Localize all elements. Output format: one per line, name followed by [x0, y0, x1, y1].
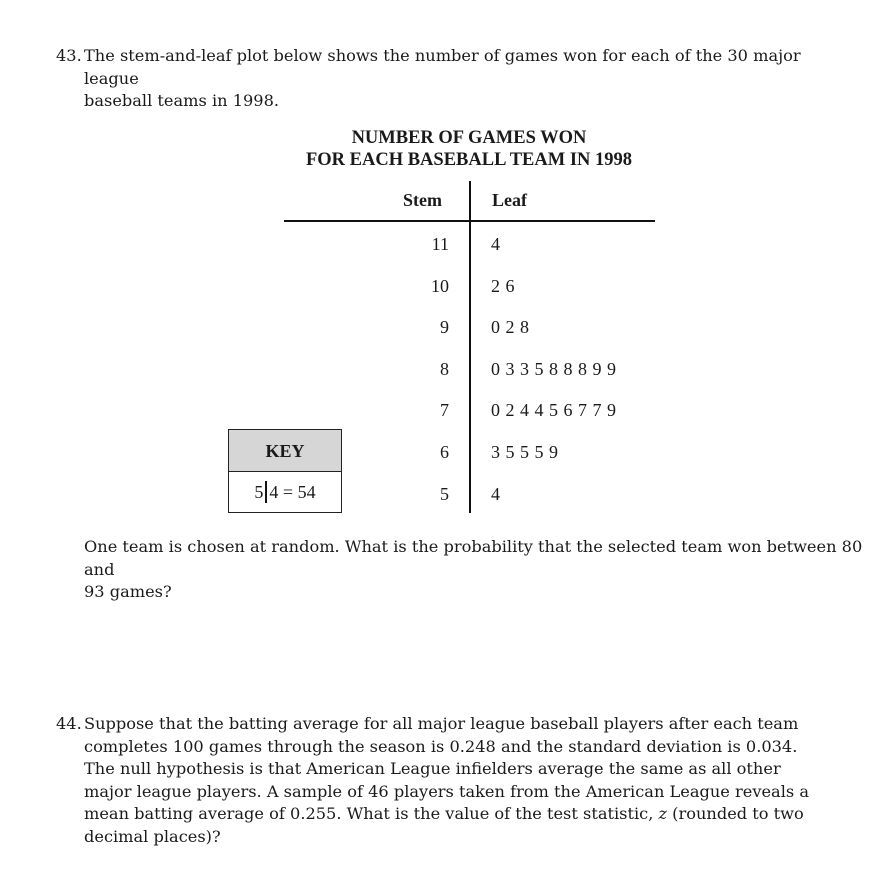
leaf-values: 3 5 5 5 9: [491, 442, 559, 462]
question-line: completes 100 games through the season is 0.248 and the standard deviation is 0.034.: [84, 736, 798, 756]
plot-row: [0, 482, 876, 506]
stem-value: 7: [440, 400, 449, 420]
stem-value: 10: [431, 276, 449, 296]
question-44: [56, 713, 856, 848]
leaf-values: 4: [491, 234, 501, 254]
stem-value: 9: [440, 317, 449, 337]
question-line: One team is chosen at random. What is the probability that the selected team won between 80 and: [84, 537, 863, 579]
plot-row: [0, 315, 876, 339]
plot-row: [0, 357, 876, 381]
leaf-values: 0 2 4 4 5 6 7 7 9: [491, 400, 617, 420]
question-line: baseball teams in 1998.: [84, 91, 280, 110]
stem-value: 6: [440, 442, 449, 462]
question-number: 43.: [56, 46, 82, 65]
plot-row: [0, 232, 876, 256]
question-line: Suppose that the batting average for all major league baseball players after each team: [84, 714, 799, 733]
key-divider: [265, 481, 267, 503]
stem-value: 11: [431, 234, 449, 254]
plot-row: [0, 440, 876, 464]
question-number: 44.: [56, 714, 82, 733]
leaf-values: 0 3 3 5 8 8 8 9 9: [491, 359, 617, 379]
plot-title-line-1: NUMBER OF GAMES WON: [351, 128, 587, 148]
leaf-values: 2 6: [491, 276, 515, 296]
key-leaf-expression: 4 = 54: [269, 482, 316, 502]
plot-title-line-2: FOR EACH BASEBALL TEAM IN 1998: [305, 150, 633, 170]
stem-value: 5: [440, 484, 449, 504]
stem-value: 8: [440, 359, 449, 379]
plot-key: [228, 429, 342, 513]
leaf-values: 4: [491, 484, 501, 504]
question-line: major league players. A sample of 46 players taken from the American League reveals a: [84, 781, 809, 801]
plot-row: [0, 398, 876, 422]
question-text-part: mean batting average of 0.255. What is the value of the test statistic,: [84, 804, 659, 823]
question-line: The null hypothesis is that American League infielders average the same as all other: [84, 759, 781, 778]
question-43: [56, 45, 856, 113]
variable-z: z: [658, 804, 668, 823]
question-text: [84, 713, 856, 848]
question-line: 93 games?: [84, 582, 172, 601]
key-stem: 5: [254, 482, 264, 502]
question-text: [84, 45, 856, 113]
key-heading: KEY: [229, 430, 341, 472]
question-line: decimal places)?: [84, 826, 221, 846]
question-text-part: (rounded to two: [667, 804, 804, 823]
key-example: [229, 472, 341, 511]
question-43-prompt: [84, 536, 864, 604]
question-line: [84, 803, 856, 826]
leaf-values: 0 2 8: [491, 317, 530, 337]
question-line: The stem-and-leaf plot below shows the number of games won for each of the 30 major league: [84, 46, 801, 88]
plot-row: [0, 274, 876, 298]
stem-header: Stem: [403, 190, 442, 210]
leaf-header: Leaf: [492, 190, 527, 210]
